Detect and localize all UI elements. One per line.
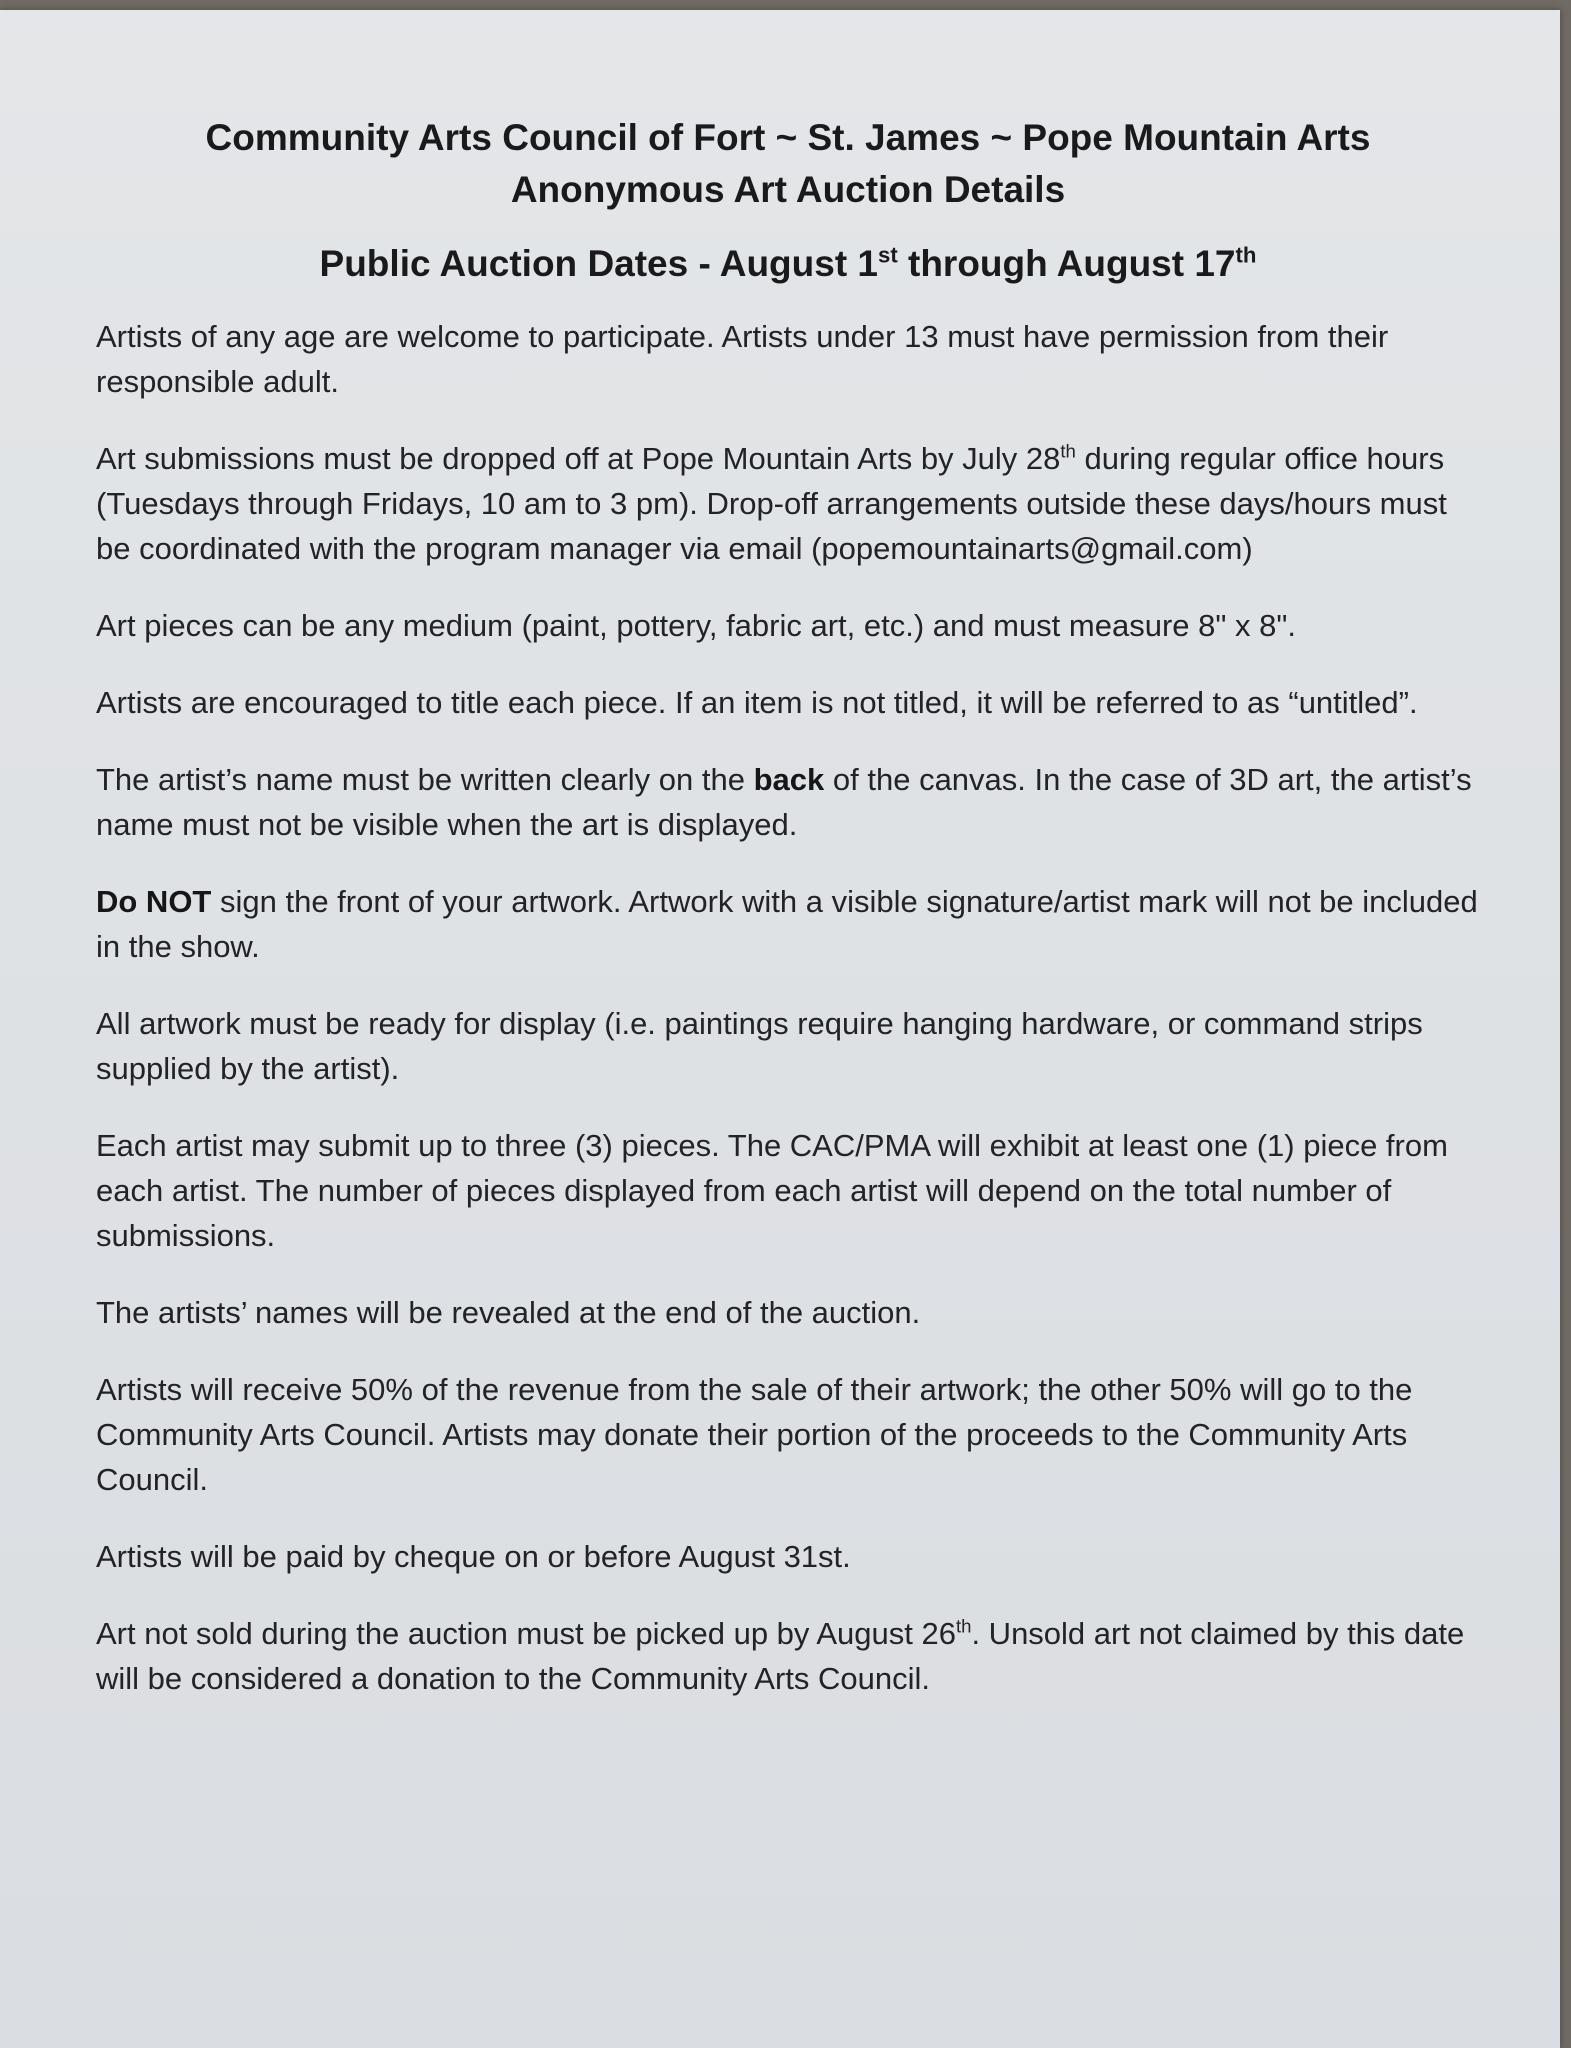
- emphasis-do-not: Do NOT: [96, 884, 212, 919]
- rule-unsold-text-b: . Unsold art not claimed by this date will be considered a donation to the Community Arts Council.: [96, 1616, 1465, 1696]
- auction-dates-start: Public Auction Dates - August 1: [319, 243, 878, 284]
- rule-display-ready: All artwork must be ready for display (i.e. paintings require hanging hardware, or command strips supplied by the artist).: [96, 1006, 1423, 1086]
- rule-unsold-text-a: Art not sold during the auction must be picked up by August 26: [96, 1616, 956, 1651]
- auction-dates-end: through August 17: [897, 243, 1236, 284]
- rule-artist-name-text-a: The artist’s name must be written clearly on the: [96, 762, 754, 797]
- document-title: Anonymous Art Auction Details: [510, 169, 1066, 210]
- rule-dropoff-text-a: Art submissions must be dropped off at Pope Mountain Arts by July 28: [96, 441, 1061, 476]
- rule-revenue-split: Artists will receive 50% of the revenue from the sale of their artwork; the other 50% will go to the Community Arts Council. Artists may donate their portion of the proceeds to the Community Arts Council.: [96, 1372, 1413, 1497]
- rule-artist-name-text-b: of the canvas. In the case of 3D art, the artist’s name must not be visible when the art is displayed.: [96, 762, 1472, 842]
- rule-no-signature: [96, 879, 1480, 969]
- ordinal-suffix: th: [955, 1615, 972, 1637]
- rule-unsold-pickup: [96, 1611, 1480, 1701]
- organization-title: Community Arts Council of Fort ~ St. James ~ Pope Mountain Arts: [205, 117, 1371, 158]
- flyer-header: [96, 114, 1480, 288]
- rule-dropoff: [96, 436, 1480, 571]
- rule-no-signature-text: sign the front of your artwork. Artwork with a visible signature/artist mark will not be included in the show.: [96, 884, 1478, 964]
- rules-list: [96, 314, 1480, 1701]
- ordinal-suffix: th: [1235, 242, 1257, 268]
- rule-names-revealed: The artists’ names will be revealed at the end of the auction.: [96, 1295, 921, 1330]
- ordinal-suffix: th: [1060, 440, 1076, 462]
- flyer-sheet: [0, 10, 1560, 2048]
- rule-medium: Art pieces can be any medium (paint, pottery, fabric art, etc.) and must measure 8" x 8".: [96, 608, 1296, 643]
- rule-dropoff-text-b: during regular office hours (Tuesdays through Fridays, 10 am to 3 pm). Drop-off arrangements outside these days/hours must be coordinated with the program manager via email (popemountainarts@gmail.com): [96, 441, 1447, 566]
- rule-payment: Artists will be paid by cheque on or before August 31st.: [96, 1539, 851, 1574]
- rule-piece-limit: Each artist may submit up to three (3) pieces. The CAC/PMA will exhibit at least one (1) piece from each artist. The number of pieces displayed from each artist will depend on the total number of submissions.: [96, 1128, 1448, 1253]
- ordinal-suffix: st: [878, 242, 898, 268]
- emphasis-back: back: [753, 762, 825, 797]
- auction-dates: [96, 240, 1480, 288]
- rule-artist-name: [96, 757, 1480, 847]
- rule-title: Artists are encouraged to title each piece. If an item is not titled, it will be referred to as “untitled”.: [96, 685, 1418, 720]
- rule-age: Artists of any age are welcome to participate. Artists under 13 must have permission from their responsible adult.: [96, 319, 1389, 399]
